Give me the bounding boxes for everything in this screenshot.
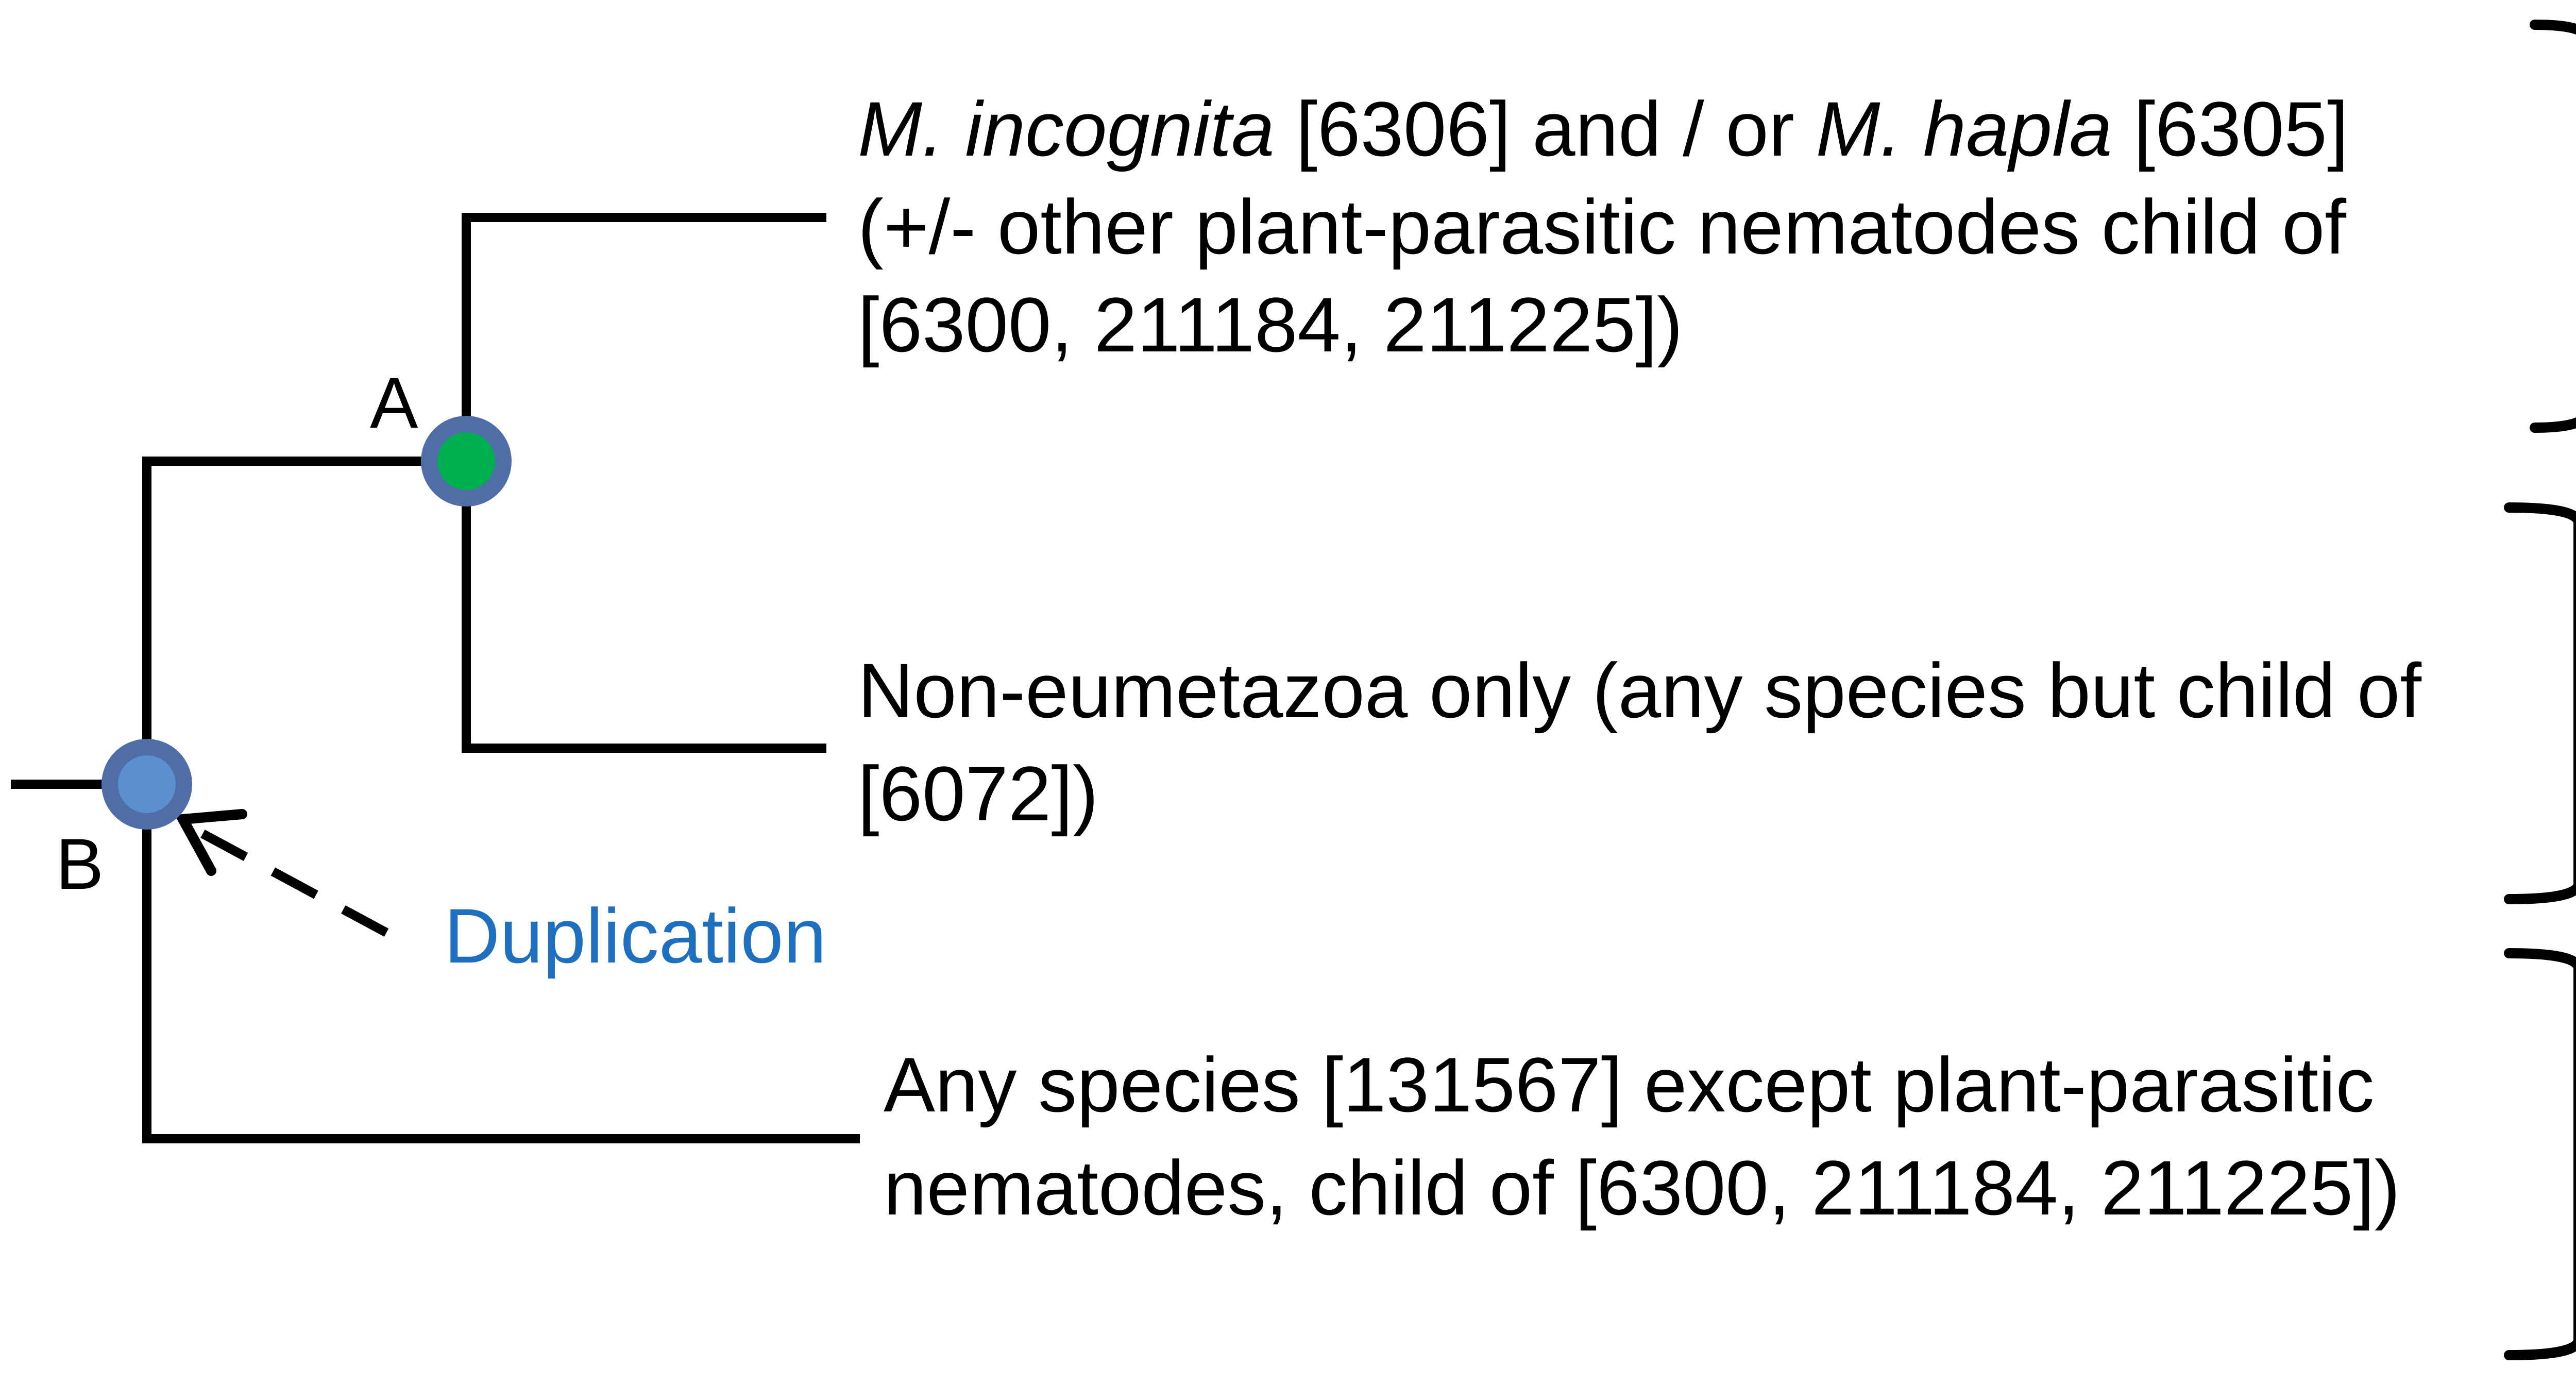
node-a-circle xyxy=(429,424,503,498)
receiver-clade-bracket xyxy=(2535,25,2576,428)
receiver-clade-line-1 xyxy=(858,77,2349,180)
donor-clade-line-2: [6072]) xyxy=(858,750,1098,837)
species-m-hapla: M. hapla xyxy=(1816,86,2112,172)
receiver-clade-line-2: (+/- other plant-parasitic nematodes child of xyxy=(858,183,2346,270)
duplication-arrow-shaft xyxy=(185,824,386,933)
taxon-id-6305: [6305] xyxy=(2112,86,2349,172)
taxon-id-6306: [6306] and / or xyxy=(1274,86,1816,172)
species-m-incognita: M. incognita xyxy=(858,86,1275,172)
donor-clade-line-1: Non-eumetazoa only (any species but child of xyxy=(858,647,2422,734)
external-clade-bracket xyxy=(2509,953,2576,1355)
external-clade-line-1: Any species [131567] except plant-parasitic xyxy=(884,1041,2375,1128)
receiver-clade-line-3: [6300, 211184, 211225]) xyxy=(858,281,1683,368)
external-clade-line-2: nematodes, child of [6300, 211184, 211225]) xyxy=(884,1144,2400,1231)
node-b-label: B xyxy=(56,823,104,904)
duplication-label: Duplication xyxy=(444,892,827,979)
donor-clade-bracket xyxy=(2509,508,2576,899)
node-a-label: A xyxy=(370,362,418,443)
node-b-circle xyxy=(110,747,184,821)
